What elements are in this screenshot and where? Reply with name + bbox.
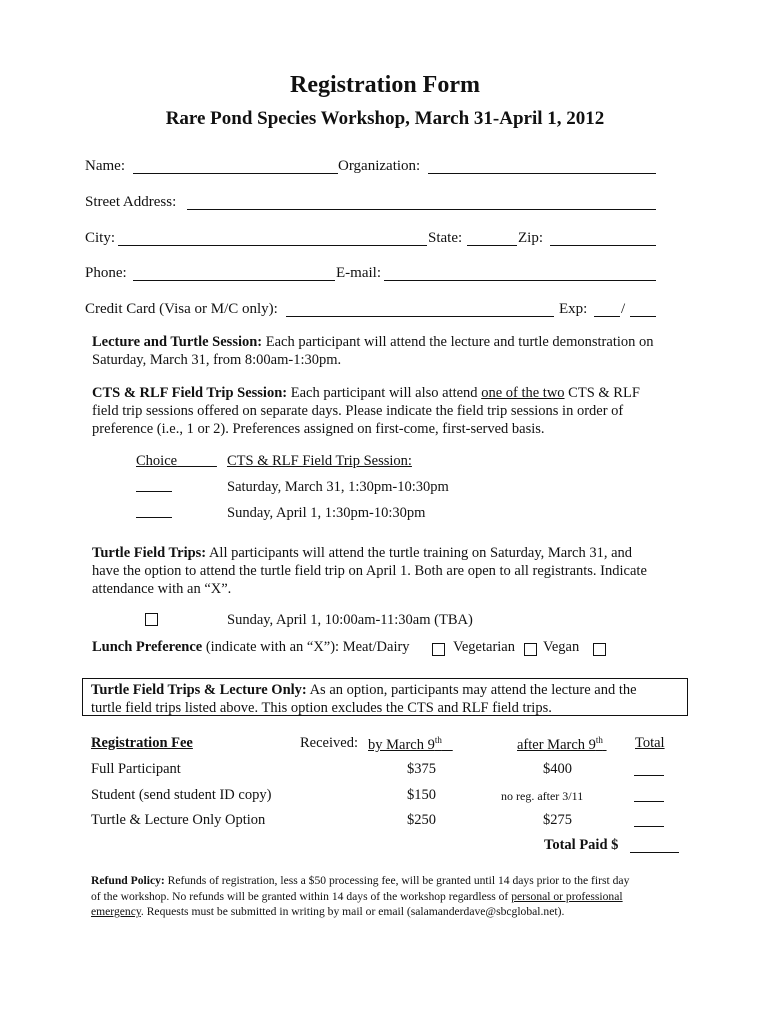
fee-row-3-label: Turtle & Lecture Only Option — [91, 812, 266, 828]
after-date-sup: th — [595, 735, 603, 745]
lunch-heading: Lunch Preference — [92, 639, 203, 655]
choice-header-text: Choice — [136, 453, 178, 469]
organization-label: Organization: — [338, 158, 421, 174]
refund-text-2a: of the workshop. No refunds will be granted within 14 days of the workshop regardless of — [91, 889, 512, 903]
total-paid-field[interactable] — [630, 852, 679, 853]
fee-row-2-late: no reg. after 3/11 — [501, 789, 584, 803]
exp-month-field[interactable] — [594, 316, 620, 317]
credit-card-label: Credit Card (Visa or M/C only): — [85, 301, 278, 317]
lecture-paragraph — [92, 333, 654, 369]
lunch-row — [92, 639, 410, 656]
turtle-text-2: have the option to attend the turtle field trip on April 1. Both are open to all registrants. Indicate — [92, 563, 647, 579]
turtle-trip-checkbox[interactable] — [145, 613, 158, 626]
choice-input-1[interactable] — [136, 491, 172, 492]
cts-text-3: preference (i.e., 1 or 2). Preferences assigned on first-come, first-served basis. — [92, 421, 545, 437]
option-text-2: turtle field trips listed above. This option excludes the CTS and RLF field trips. — [91, 700, 552, 716]
state-label: State: — [428, 230, 463, 246]
street-field[interactable] — [187, 209, 656, 210]
fee-row-2-early: $150 — [407, 787, 436, 803]
after-date-text: after March 9 — [517, 736, 596, 753]
organization-field[interactable] — [428, 173, 656, 174]
fee-row-3-total[interactable] — [634, 826, 664, 827]
cts-text-2: field trip sessions offered on separate days. Please indicate the field trip sessions in order of — [92, 403, 624, 419]
fee-row-3-early: $250 — [407, 812, 436, 828]
email-field[interactable] — [384, 280, 656, 281]
lunch-text: (indicate with an “X”): Meat/Dairy — [202, 639, 410, 655]
city-label: City: — [85, 230, 116, 246]
exp-separator: / — [621, 301, 626, 317]
fee-row-1-late: $400 — [543, 761, 572, 777]
name-label: Name: — [85, 158, 125, 174]
credit-card-field[interactable] — [286, 316, 554, 317]
received-header: Received: — [300, 735, 358, 751]
fee-row-1-early: $375 — [407, 761, 436, 777]
exp-label: Exp: — [559, 301, 588, 317]
vegan-checkbox[interactable] — [593, 643, 606, 656]
name-field[interactable] — [133, 173, 338, 174]
turtle-heading: Turtle Field Trips: — [92, 545, 207, 561]
by-date-text: by March 9 — [368, 736, 435, 753]
refund-text-2u: personal or professional — [511, 889, 623, 903]
zip-label: Zip: — [518, 230, 543, 246]
cts-text-1a: Each participant will also attend — [287, 385, 482, 401]
refund-paragraph — [91, 873, 629, 920]
phone-label: Phone: — [85, 265, 127, 281]
vegetarian-label: Vegetarian — [453, 639, 515, 655]
option-text-1: As an option, participants may attend the lecture and the — [306, 682, 637, 698]
after-date-header — [517, 735, 607, 754]
option-heading: Turtle Field Trips & Lecture Only: — [91, 682, 307, 698]
meat-dairy-checkbox[interactable] — [432, 643, 445, 656]
choice-input-2[interactable] — [136, 517, 172, 518]
fee-header: Registration Fee — [91, 735, 193, 751]
city-field[interactable] — [118, 245, 427, 246]
street-label: Street Address: — [85, 194, 177, 210]
cts-text-1u: one of the two — [481, 385, 565, 401]
cts-text-1b: CTS & RLF — [564, 385, 640, 401]
fee-row-1-total[interactable] — [634, 775, 664, 776]
turtle-paragraph — [92, 544, 647, 598]
total-header: Total — [635, 735, 665, 751]
page-title: Registration Form — [290, 72, 480, 98]
cts-paragraph — [92, 384, 640, 438]
turtle-trip-option: Sunday, April 1, 10:00am-11:30am (TBA) — [227, 612, 473, 628]
lecture-heading: Lecture and Turtle Session: — [92, 334, 263, 350]
option-box-text — [91, 681, 637, 717]
session-option-1: Saturday, March 31, 1:30pm-10:30pm — [227, 479, 449, 495]
session-header: CTS & RLF Field Trip Session: — [227, 453, 412, 469]
zip-field[interactable] — [550, 245, 656, 246]
refund-heading: Refund Policy: — [91, 874, 165, 887]
vegan-label: Vegan — [543, 639, 580, 655]
fee-row-3-late: $275 — [543, 812, 572, 828]
phone-field[interactable] — [133, 280, 335, 281]
lecture-text-2: Saturday, March 31, from 8:00am-1:30pm. — [92, 352, 342, 368]
state-field[interactable] — [467, 245, 517, 246]
fee-row-2-label: Student (send student ID copy) — [91, 787, 272, 803]
refund-text-3u: emergency — [91, 905, 141, 918]
fee-row-2-total[interactable] — [634, 801, 664, 802]
turtle-text-1: All participants will attend the turtle training on Saturday, March 31, and — [206, 545, 633, 561]
total-paid-label: Total Paid $ — [544, 837, 619, 853]
exp-year-field[interactable] — [630, 316, 656, 317]
session-option-2: Sunday, April 1, 1:30pm-10:30pm — [227, 505, 426, 521]
lecture-text-1: Each participant will attend the lecture and turtle demonstration on — [262, 334, 654, 350]
cts-heading: CTS & RLF Field Trip Session: — [92, 385, 288, 401]
refund-text-3b: . Requests must be submitted in writing by mail or email (salamanderdave@sbcglobal.net). — [140, 905, 565, 918]
by-date-sup: th — [434, 735, 442, 745]
page-subtitle: Rare Pond Species Workshop, March 31-April 1, 2012 — [165, 108, 605, 129]
turtle-text-3: attendance with an “X”. — [92, 581, 232, 597]
choice-header — [136, 453, 217, 470]
by-date-header — [368, 735, 453, 754]
email-label: E-mail: — [336, 265, 381, 281]
vegetarian-checkbox[interactable] — [524, 643, 537, 656]
fee-row-1-label: Full Participant — [91, 761, 181, 777]
refund-text-1: Refunds of registration, less a $50 processing fee, will be granted until 14 days prior to the first day — [164, 874, 630, 887]
